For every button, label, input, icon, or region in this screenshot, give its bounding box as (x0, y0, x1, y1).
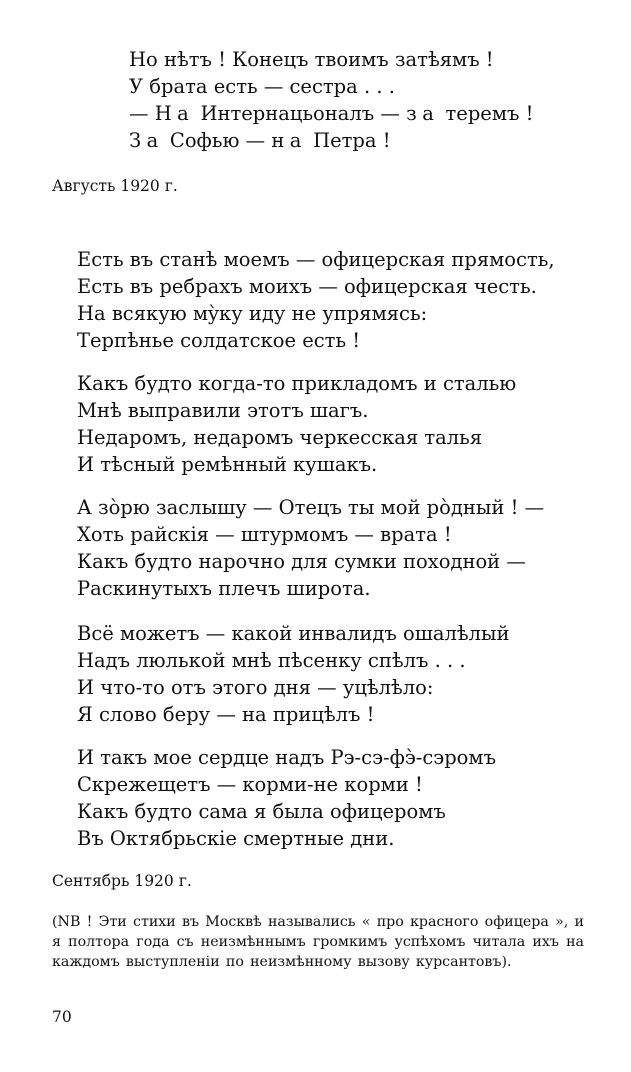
poem-line: Но нѣтъ ! Конецъ твоимъ затѣямъ ! (129, 48, 494, 71)
poem-line: Раскинутыхъ плечъ широта. (77, 577, 371, 600)
poem-line: Какъ будто нарочно для сумки походной — (77, 550, 526, 573)
text-fragment: теремъ ! (439, 102, 534, 125)
poem-line (129, 100, 533, 127)
text-fragment: Интернацьоналъ — (194, 102, 407, 125)
poem-line: Есть въ станѣ моемъ — офицерская прямость, (77, 248, 555, 271)
spaced-word: на (271, 129, 307, 152)
poem-line: А зòрю заслышу — Отецъ ты мой рòдный ! — (77, 496, 545, 519)
spaced-word: На (154, 102, 195, 125)
text-fragment: Петра ! (306, 129, 391, 152)
stanza-continued (129, 46, 533, 154)
page-number: 70 (52, 1008, 72, 1026)
poem-line: Есть въ ребрахъ моихъ — офицерская честь. (77, 275, 537, 298)
poem-line: Недаромъ, недаромъ черкесская талья (77, 426, 483, 449)
spaced-word: за (406, 102, 440, 125)
poem-line (129, 127, 533, 154)
poem-line: И что-то отъ этого дня — уцѣлѣло: (77, 676, 434, 699)
poem-line: Надъ люлькой мнѣ пѣсенку спѣлъ . . . (77, 649, 466, 672)
spaced-word: За (129, 129, 164, 152)
poem-line: И такъ мое сердце надъ Рэ-сэ-фэ̀-сэромъ (77, 746, 496, 769)
stanza (77, 494, 544, 602)
text-fragment: Софью — (163, 129, 272, 152)
stanza (77, 744, 496, 852)
poem-line: Въ Октябрьскіе смертные дни. (77, 827, 395, 850)
text-fragment: — (129, 102, 155, 125)
author-footnote: (NB ! Эти стихи въ Москвѣ назывались « про красного офицера », и я полтора года съ неизмѣннымъ громкимъ успѣхомъ читала ихъ на каждомъ выступленіи по неизмѣнному вызову курсантовъ). (52, 914, 584, 970)
poem-line: Хоть райскія — штурмомъ — врата ! (77, 523, 452, 546)
poem-line: У брата есть — сестра . . . (129, 75, 395, 98)
poem-line: Всё можетъ — какой инвалидъ ошалѣлый (77, 622, 510, 645)
poem-line: Скрежещетъ — корми-не корми ! (77, 773, 423, 796)
poem-line: Терпѣнье солдатское есть ! (77, 329, 361, 352)
poem-line: И тѣсный ремѣнный кушакъ. (77, 453, 378, 476)
poem-date: Августь 1920 г. (52, 177, 178, 195)
poem-line: На всякую мỳку иду не упрямясь: (77, 302, 428, 325)
poem-date: Сентябрь 1920 г. (52, 872, 192, 890)
stanza (77, 246, 555, 354)
stanza (77, 370, 516, 478)
stanza (77, 620, 510, 728)
poem-line: Какъ будто сама я была офицеромъ (77, 800, 446, 823)
poem-line: Какъ будто когда-то прикладомъ и сталью (77, 372, 517, 395)
poem-line: Мнѣ выправили этотъ шагъ. (77, 399, 369, 422)
poem-line: Я слово беру — на прицѣлъ ! (77, 703, 375, 726)
